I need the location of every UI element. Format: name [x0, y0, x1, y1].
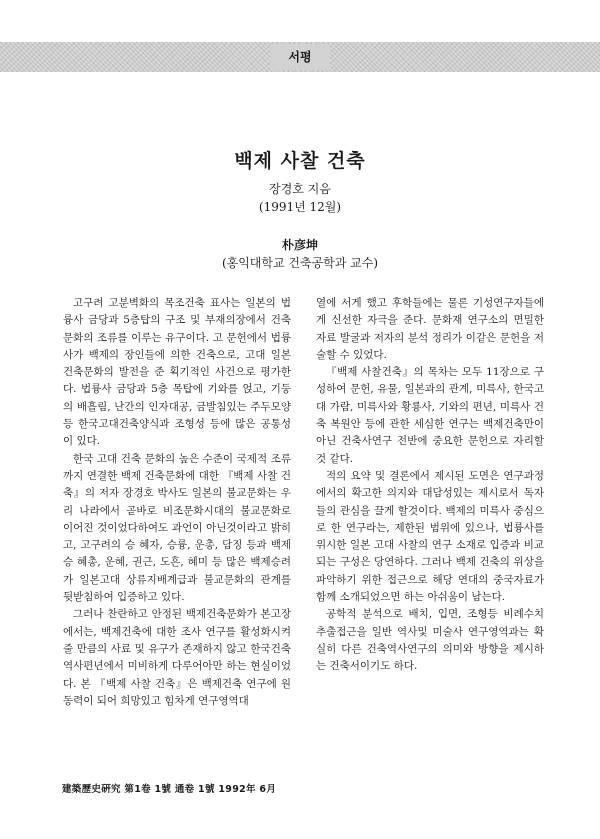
reviewer-name: 朴彦坤 [281, 238, 318, 252]
reviewer-affiliation: (홍익대학교 건축공학과 교수) [221, 256, 379, 270]
body-paragraph: 적의 요약 및 결론에서 제시된 도면은 연구과정에서의 확고한 의지와 대담성있는 제시로서 독자들의 관심을 끌게 할것이다. 백제의 미륵사 중심으로 한 연구라는, 제한된 범위에 있으나, 법륭사를 위시한 일본 고대 사찰의 연구 소재로 입증과 비교되는 구성은 당연하다. 그러나 백제 건축의 위상을 파악하기 위한 접근으로 해당 연대의 중국자료가 함께 소개되었으면 하는 아쉬움이 남는다. [316, 469, 544, 604]
publication-date: (1991년 12월) [258, 200, 342, 214]
body-paragraph: 그러나 찬란하고 안정된 백제건축문화가 본고장에서는, 백제건축에 대한 조사 연구를 활성화시켜줄 만큼의 사료 및 유구가 존재하지 않고 한국건축 역사편년에서 미비하게 다루어아만 하는 현실이었다. 본 『백제 사찰 건축』은 백제건축 연구에 원동력이 되어 희망있고 힘차게 연구영역대 [63, 608, 291, 707]
author-line: 장경호 지음 [269, 182, 331, 196]
body-paragraph: 공학적 분석으로 배치, 입면, 조형등 비례수치 추출접근을 일반 역사및 미술사 연구영역과는 확실히 다른 건축역사연구의 의미와 방향을 제시하는 건축서이기도 하다. [316, 608, 544, 673]
body-right-column [316, 295, 544, 676]
body-paragraph: 열에 서게 했고 후학들에는 물론 기성연구자들에게 신선한 자극을 준다. 문화재 연구소의 면밀한 자료 발굴과 저자의 분석 정리가 이같은 문헌을 저술할 수 있었다. [316, 297, 544, 361]
body-left-column [63, 295, 291, 710]
body-paragraph: 『백제 사찰건축』의 목차는 모두 11장으로 구성하여 문헌, 유물, 일본과의 관계, 미륵사, 한국고대 가람, 미륵사와 황룡사, 기와의 편년, 미륵사 건축 복원안 등에 관한 세심한 연구는 백제건축만이 아닌 건축사연구 전반에 중요한 문헌으로 자리할 것 같다. [316, 366, 544, 465]
journal-citation: 建築歷史硏究 第1卷 1號 通卷 1號 1992年 6月 [62, 784, 277, 795]
section-label: 서평 [270, 44, 330, 70]
body-paragraph: 한국 고대 건축 문화의 높은 수준이 국제적 조류까지 연결한 백제 건축문화에 대한 『백제 사찰 건축』의 저자 장경호 박사도 일본의 불교문화는 우리 나라에서 곧바로 비조문화시대의 불교문화로 이어진 것이었다하여도 과언이 아닌것이라고 밝히고, 고구려의 승 혜자, 승륭, 운총, 담징 등과 백제승 혜총, 운혜, 권근, 도흔, 혜미 등 많은 백제승려가 일본고대 상류지배계급과 불교문화의 관계를 뒷받침하여 입증하고 있다. [63, 452, 291, 604]
article-title: 백제 사찰 건축 [234, 150, 366, 172]
body-paragraph: 고구려 고분벽화의 목조건축 표사는 일본의 법륭사 금당과 5층탑의 구조 및 부재의장에서 건축문화의 조류를 이루는 유구이다. 고 문헌에서 법륭사가 백제의 장인들에 의한 건축으로, 고대 일본 건축문화의 발전을 준 획기적인 사건으로 평가한다. 법륭사 금당과 5층 목탑에 기와를 얹고, 기둥의 배흘림, 난간의 인자대공, 금발침있는 주두모양등 한국고대건축양식과 조형성 등에 많은 공통성이 있다. [63, 297, 291, 448]
